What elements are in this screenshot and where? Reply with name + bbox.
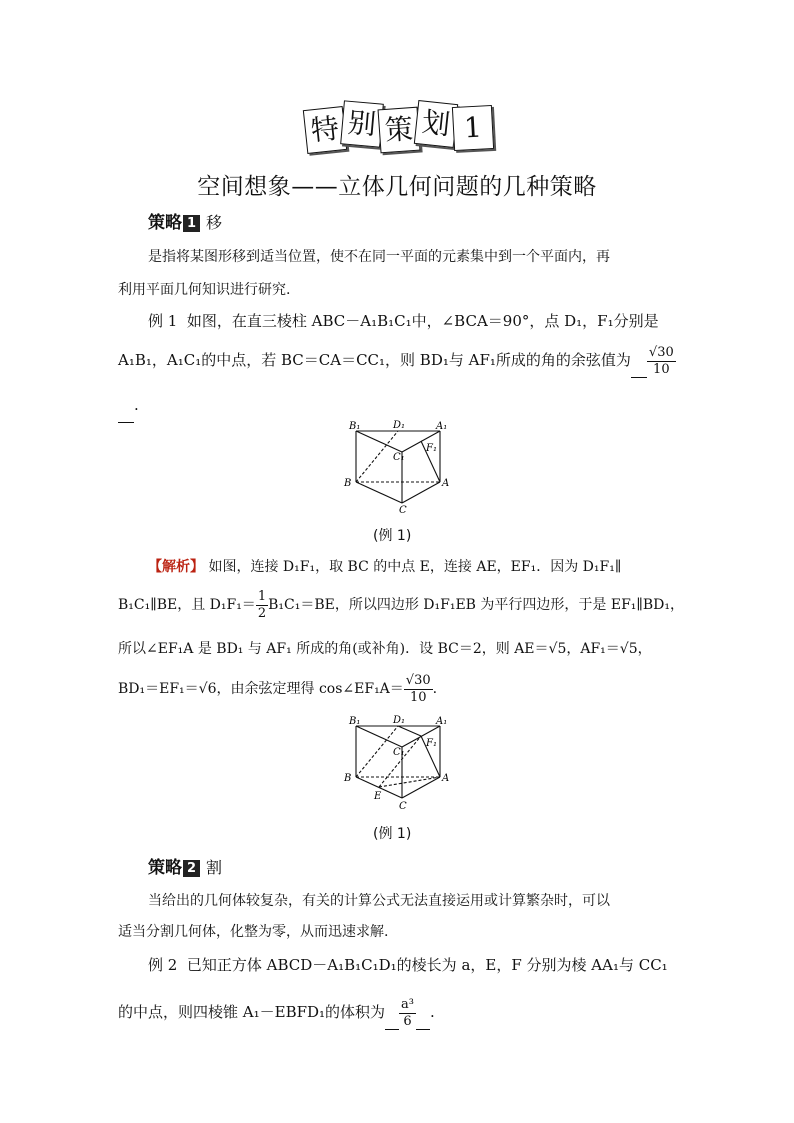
period: . (134, 396, 139, 414)
frac-num: √30 (405, 672, 431, 688)
label-D1: D₁ (393, 715, 406, 726)
label-F1: F₁ (426, 443, 437, 454)
period: . (432, 681, 438, 697)
figure-1b-caption: (例 1) (373, 826, 412, 842)
desc-line: 利用平面几何知识进行研究. (118, 282, 291, 298)
badge-char: 特 (303, 106, 347, 154)
label-A1: A₁ (436, 716, 448, 727)
label-C1: C₁ (393, 747, 405, 758)
answer-blank (416, 995, 430, 1030)
frac-num: 1 (257, 588, 267, 604)
solution-text: B₁C₁∥BE，且 D₁F₁＝ (118, 597, 256, 613)
solution-line-3 (118, 632, 708, 666)
label-C: C (399, 801, 407, 811)
strategy-word: 移 (206, 213, 223, 232)
question-line: 如图，在直三棱柱 ABC－A₁B₁C₁中，∠BCA＝90°，点 D₁，F₁分别是 (186, 312, 659, 330)
label-B1: B₁ (349, 716, 361, 727)
badge-char: 策 (378, 107, 421, 154)
answer-fraction (399, 997, 416, 1030)
strategy-2-desc-2 (118, 915, 678, 949)
label-B1: B₁ (349, 421, 361, 432)
answer-blank (385, 995, 399, 1030)
strategy-number: 2 (183, 860, 200, 877)
answer-blank (631, 343, 647, 378)
solution-text: B₁C₁＝BE，所以四边形 D₁F₁EB 为平行四边形，于是 EF₁∥BD₁， (268, 597, 684, 613)
strategy-word: 割 (206, 858, 223, 877)
example-label: 例 1 (148, 312, 178, 330)
strategy-1-desc (148, 240, 708, 274)
page-title: 空间想象——立体几何问题的几种策略 (197, 174, 597, 200)
question-line: 已知正方体 ABCD－A₁B₁C₁D₁的棱长为 a，E，F 分别为棱 AA₁与 CC₁ (186, 956, 668, 974)
figure-1-caption: (例 1) (373, 528, 412, 544)
solution-text: BD₁＝EF₁＝√6，由余弦定理得 cos∠EF₁A＝ (118, 681, 404, 697)
figure-1-prism (340, 418, 460, 513)
example-label: 例 2 (148, 956, 178, 974)
analysis-tag: 【解析】 (148, 559, 204, 575)
frac-den: 2 (257, 605, 267, 621)
badge-char: 别 (340, 100, 384, 147)
badge-char: 1 (452, 105, 494, 151)
frac-den: 10 (653, 361, 670, 377)
strategy-2-desc (148, 884, 708, 918)
question-line: 的中点，则四棱锥 A₁－EBFD₁的体积为 (118, 1003, 386, 1021)
label-B: B (344, 773, 352, 784)
period: . (430, 1003, 435, 1021)
answer-end (118, 388, 139, 423)
solution-line-4 (118, 672, 678, 706)
answer-blank (118, 388, 134, 423)
example-1-question-2 (118, 343, 688, 378)
label-A: A (442, 478, 450, 489)
example-1-question (148, 304, 708, 338)
strategy-1-heading (148, 208, 222, 233)
solution-line-1 (148, 550, 708, 584)
result-fraction (404, 673, 433, 706)
badge-char: 划 (414, 100, 458, 148)
label-D1: D₁ (393, 420, 406, 431)
label-C1: C₁ (393, 452, 405, 463)
half-fraction (256, 589, 268, 622)
strategy-1-desc-2 (118, 273, 678, 307)
strategy-number: 1 (183, 215, 200, 232)
frac-num: a³ (401, 996, 415, 1012)
label-A1: A₁ (436, 421, 448, 432)
desc-line: 是指将某图形移到适当位置，使不在同一平面的元素集中到一个平面内，再 (148, 249, 610, 265)
label-A: A (442, 773, 450, 784)
solution-text: 所以∠EF₁A 是 BD₁ 与 AF₁ 所成的角(或补角)．设 BC＝2，则 AE＝√5，AF₁＝√5， (118, 641, 652, 657)
label-C: C (399, 505, 407, 513)
solution-text: 如图，连接 D₁F₁，取 BC 的中点 E，连接 AE，EF₁．因为 D₁F₁∥ (208, 559, 622, 575)
strategy-label: 策略 (148, 213, 182, 233)
desc-line: 适当分割几何体，化整为零，从而迅速求解. (118, 924, 389, 940)
answer-fraction (647, 345, 676, 378)
label-B: B (344, 478, 352, 489)
frac-den: 6 (403, 1013, 412, 1029)
solution-line-2 (118, 588, 698, 622)
example-2-question (148, 948, 708, 982)
strategy-2-heading (148, 853, 222, 878)
label-E: E (374, 791, 382, 802)
frac-num: √30 (648, 344, 674, 360)
figure-1b-prism (340, 713, 460, 811)
strategy-label: 策略 (148, 858, 182, 878)
desc-line: 当给出的几何体较复杂，有关的计算公式无法直接运用或计算繁杂时，可以 (148, 893, 610, 909)
example-2-question-2 (118, 995, 678, 1030)
special-topic-badge (305, 100, 489, 150)
frac-den: 10 (409, 689, 427, 705)
label-F1: F₁ (426, 738, 437, 749)
question-line: A₁B₁，A₁C₁的中点，若 BC＝CA＝CC₁，则 BD₁与 AF₁所成的角的余弦值为 (118, 351, 631, 369)
